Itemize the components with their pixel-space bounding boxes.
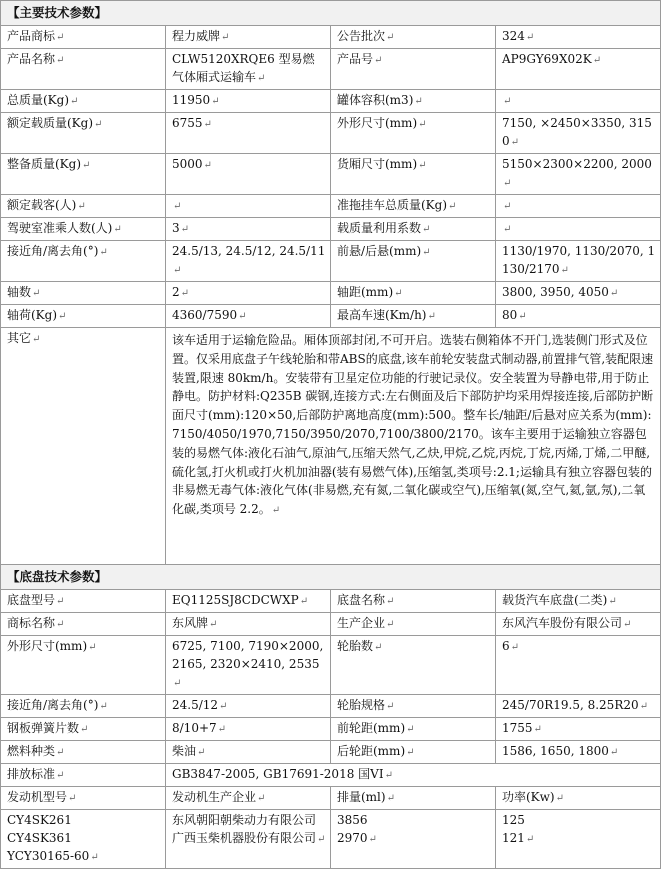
spec-value: 24.5/13, 24.5/12, 24.5/11↵ bbox=[166, 241, 331, 282]
chassis-value: 东风牌↵ bbox=[166, 613, 331, 636]
chassis-row bbox=[1, 741, 661, 764]
paragraph-mark-icon: ↵ bbox=[88, 642, 97, 653]
engine-makers: 东风朝阳朝柴动力有限公司 广西玉柴机器股份有限公司↵ bbox=[166, 810, 331, 869]
engine-data-row bbox=[1, 810, 661, 869]
spec-label: 整备质量(Kg)↵ bbox=[1, 154, 166, 195]
chassis-value: 8/10+7↵ bbox=[166, 718, 331, 741]
paragraph-mark-icon: ↵ bbox=[173, 265, 182, 276]
paragraph-mark-icon: ↵ bbox=[503, 96, 512, 107]
paragraph-mark-icon: ↵ bbox=[90, 852, 99, 863]
paragraph-mark-icon: ↵ bbox=[180, 288, 190, 299]
spec-label: 罐体容积(m3)↵ bbox=[331, 90, 496, 113]
engine-displacement-header: 排量(ml)↵ bbox=[331, 787, 496, 810]
spec-row bbox=[1, 113, 661, 154]
spec-row bbox=[1, 305, 661, 328]
spec-row bbox=[1, 90, 661, 113]
chassis-value: 6725, 7100, 7190×2000, 2165, 2320×2410, 2535↵ bbox=[166, 636, 331, 695]
paragraph-mark-icon: ↵ bbox=[209, 619, 218, 630]
paragraph-mark-icon: ↵ bbox=[609, 747, 619, 758]
paragraph-mark-icon: ↵ bbox=[173, 201, 182, 212]
paragraph-mark-icon: ↵ bbox=[203, 119, 212, 130]
spec-row bbox=[1, 282, 661, 305]
chassis-section-title: 【底盘技术参数】 bbox=[1, 565, 661, 590]
paragraph-mark-icon: ↵ bbox=[639, 701, 649, 712]
spec-row bbox=[1, 218, 661, 241]
paragraph-mark-icon: ↵ bbox=[386, 793, 395, 804]
paragraph-mark-icon: ↵ bbox=[99, 247, 108, 258]
engine-power: 125 121↵ bbox=[496, 810, 661, 869]
paragraph-mark-icon: ↵ bbox=[623, 619, 632, 630]
chassis-label: 轮胎数↵ bbox=[331, 636, 496, 695]
paragraph-mark-icon: ↵ bbox=[113, 224, 122, 235]
paragraph-mark-icon: ↵ bbox=[503, 201, 512, 212]
spec-label: 产品号↵ bbox=[331, 49, 496, 90]
paragraph-mark-icon: ↵ bbox=[418, 160, 427, 171]
chassis-label: 底盘名称↵ bbox=[331, 590, 496, 613]
spec-value bbox=[166, 195, 331, 218]
paragraph-mark-icon: ↵ bbox=[503, 178, 512, 189]
paragraph-mark-icon: ↵ bbox=[99, 701, 108, 712]
paragraph-mark-icon: ↵ bbox=[58, 311, 67, 322]
chassis-label: 外形尺寸(mm)↵ bbox=[1, 636, 166, 695]
paragraph-mark-icon: ↵ bbox=[82, 160, 91, 171]
paragraph-mark-icon: ↵ bbox=[592, 55, 602, 66]
spec-label: 额定载质量(Kg)↵ bbox=[1, 113, 166, 154]
paragraph-mark-icon: ↵ bbox=[422, 247, 431, 258]
chassis-row bbox=[1, 636, 661, 695]
spec-value: 2↵ bbox=[166, 282, 331, 305]
paragraph-mark-icon: ↵ bbox=[418, 119, 427, 130]
paragraph-mark-icon: ↵ bbox=[173, 678, 182, 689]
spec-label: 载质量利用系数↵ bbox=[331, 218, 496, 241]
paragraph-mark-icon: ↵ bbox=[271, 505, 281, 517]
paragraph-mark-icon: ↵ bbox=[221, 32, 230, 43]
spec-value: 4360/7590↵ bbox=[166, 305, 331, 328]
paragraph-mark-icon: ↵ bbox=[386, 701, 395, 712]
chassis-label: 钢板弹簧片数↵ bbox=[1, 718, 166, 741]
paragraph-mark-icon: ↵ bbox=[386, 32, 395, 43]
chassis-value: 24.5/12↵ bbox=[166, 695, 331, 718]
spec-label: 前悬/后悬(mm)↵ bbox=[331, 241, 496, 282]
chassis-label: 轮胎规格↵ bbox=[331, 695, 496, 718]
spec-label: 总质量(Kg)↵ bbox=[1, 90, 166, 113]
paragraph-mark-icon: ↵ bbox=[406, 747, 415, 758]
spec-label: 接近角/离去角(°)↵ bbox=[1, 241, 166, 282]
main-section-title: 【主要技术参数】 bbox=[1, 1, 661, 26]
engine-header-row bbox=[1, 787, 661, 810]
paragraph-mark-icon: ↵ bbox=[609, 288, 619, 299]
paragraph-mark-icon: ↵ bbox=[608, 596, 617, 607]
spec-label: 准拖挂车总质量(Kg)↵ bbox=[331, 195, 496, 218]
spec-label: 外形尺寸(mm)↵ bbox=[331, 113, 496, 154]
spec-value: 5150×2300×2200, 2000↵ bbox=[496, 154, 661, 195]
paragraph-mark-icon: ↵ bbox=[510, 137, 520, 148]
spec-value bbox=[496, 195, 661, 218]
paragraph-mark-icon: ↵ bbox=[56, 55, 65, 66]
paragraph-mark-icon: ↵ bbox=[374, 55, 383, 66]
spec-value: 1130/1970, 1130/2070, 1130/2170↵ bbox=[496, 241, 661, 282]
paragraph-mark-icon: ↵ bbox=[32, 288, 41, 299]
chassis-section-header bbox=[1, 565, 661, 590]
paragraph-mark-icon: ↵ bbox=[299, 596, 309, 607]
paragraph-mark-icon: ↵ bbox=[368, 834, 377, 845]
chassis-label: 前轮距(mm)↵ bbox=[331, 718, 496, 741]
paragraph-mark-icon: ↵ bbox=[217, 724, 227, 735]
chassis-label: 商标名称↵ bbox=[1, 613, 166, 636]
paragraph-mark-icon: ↵ bbox=[427, 311, 436, 322]
chassis-row bbox=[1, 718, 661, 741]
chassis-label: 底盘型号↵ bbox=[1, 590, 166, 613]
chassis-value: 载货汽车底盘(二类)↵ bbox=[496, 590, 661, 613]
spec-value: 3↵ bbox=[166, 218, 331, 241]
spec-label: 公告批次↵ bbox=[331, 26, 496, 49]
spec-label: 轴荷(Kg)↵ bbox=[1, 305, 166, 328]
spec-label: 货厢尺寸(mm)↵ bbox=[331, 154, 496, 195]
chassis-row bbox=[1, 695, 661, 718]
paragraph-mark-icon: ↵ bbox=[422, 224, 431, 235]
paragraph-mark-icon: ↵ bbox=[414, 96, 423, 107]
paragraph-mark-icon: ↵ bbox=[197, 747, 206, 758]
paragraph-mark-icon: ↵ bbox=[503, 224, 512, 235]
spec-row bbox=[1, 49, 661, 90]
chassis-row bbox=[1, 613, 661, 636]
spec-value: 3800, 3950, 4050↵ bbox=[496, 282, 661, 305]
chassis-value: 6↵ bbox=[496, 636, 661, 695]
spec-value bbox=[496, 90, 661, 113]
spec-label: 轴数↵ bbox=[1, 282, 166, 305]
paragraph-mark-icon: ↵ bbox=[394, 288, 403, 299]
paragraph-mark-icon: ↵ bbox=[560, 265, 569, 276]
paragraph-mark-icon: ↵ bbox=[56, 619, 65, 630]
engine-displacement: 3856 2970↵ bbox=[331, 810, 496, 869]
paragraph-mark-icon: ↵ bbox=[518, 311, 527, 322]
other-notes-text: 该车适用于运输危险品。厢体顶部封闭,不可开启。选装右侧箱体不开门,选装侧门形式及位置。仅采用底盘子午线轮胎和带ABS的底盘,该车前轮安装盘式制动器,前置排气管,装配限速装置,限速 80km/h。安装带有卫星定位功能的行驶记录仪。安全装置为导静电带,用于防止静电。防护材料:Q235B 碳钢,连接方式:左右侧面及后下部防护均采用焊接连接,后部防护断面尺寸(mm):120×50,后部防护离地高度(mm):500。整车长/轴距/后悬对应关系为(mm):7150/4050/1970,7150/3950/2070,7100/3800/2170。该车主要用于运输独立容器包装的易燃气体:液化石油气,原油气,压缩天然气,乙炔,甲烷,乙烷,丙烷,丁烷,丙烯,丁烯,二甲醚,硫化氢,打火机或打火机加油器(装有易燃气体),压缩氢,类项号:2.1;运输具有独立容器包装的非易燃无毒气体:液化气体(非易燃,充有氮,二氧化碳或空气),压缩氧(氮,空气,氦,氩,氖),二氧化碳,类项号 2.2。↵ bbox=[166, 328, 661, 565]
emission-row bbox=[1, 764, 661, 787]
chassis-label: 接近角/离去角(°)↵ bbox=[1, 695, 166, 718]
chassis-value: 1586, 1650, 1800↵ bbox=[496, 741, 661, 764]
main-section-header bbox=[1, 1, 661, 26]
spec-label: 额定载客(人)↵ bbox=[1, 195, 166, 218]
paragraph-mark-icon: ↵ bbox=[386, 619, 395, 630]
paragraph-mark-icon: ↵ bbox=[203, 160, 212, 171]
paragraph-mark-icon: ↵ bbox=[555, 793, 564, 804]
paragraph-mark-icon: ↵ bbox=[56, 32, 65, 43]
spec-value bbox=[496, 218, 661, 241]
spec-value: 5000↵ bbox=[166, 154, 331, 195]
paragraph-mark-icon: ↵ bbox=[374, 642, 383, 653]
paragraph-mark-icon: ↵ bbox=[77, 201, 86, 212]
spec-value: AP9GY69X02K↵ bbox=[496, 49, 661, 90]
paragraph-mark-icon: ↵ bbox=[257, 73, 266, 84]
chassis-value: 东风汽车股份有限公司↵ bbox=[496, 613, 661, 636]
spec-label: 最高车速(Km/h)↵ bbox=[331, 305, 496, 328]
paragraph-mark-icon: ↵ bbox=[406, 724, 415, 735]
paragraph-mark-icon: ↵ bbox=[94, 119, 103, 130]
paragraph-mark-icon: ↵ bbox=[525, 834, 535, 845]
paragraph-mark-icon: ↵ bbox=[56, 770, 65, 781]
spec-value: 7150, ×2450×3350, 3150↵ bbox=[496, 113, 661, 154]
chassis-value: 245/70R19.5, 8.25R20↵ bbox=[496, 695, 661, 718]
spec-value: CLW5120XRQE6 型易燃气体厢式运输车↵ bbox=[166, 49, 331, 90]
emission-value: GB3847-2005, GB17691-2018 国VI↵ bbox=[166, 764, 661, 787]
chassis-label: 后轮距(mm)↵ bbox=[331, 741, 496, 764]
paragraph-mark-icon: ↵ bbox=[56, 747, 65, 758]
paragraph-mark-icon: ↵ bbox=[238, 311, 247, 322]
paragraph-mark-icon: ↵ bbox=[219, 701, 228, 712]
chassis-value: EQ1125SJ8CDCWXP↵ bbox=[166, 590, 331, 613]
chassis-label: 生产企业↵ bbox=[331, 613, 496, 636]
paragraph-mark-icon: ↵ bbox=[80, 724, 89, 735]
paragraph-mark-icon: ↵ bbox=[180, 224, 190, 235]
paragraph-mark-icon: ↵ bbox=[32, 334, 41, 345]
paragraph-mark-icon: ↵ bbox=[70, 96, 79, 107]
spec-value: 6755↵ bbox=[166, 113, 331, 154]
spec-row bbox=[1, 241, 661, 282]
paragraph-mark-icon: ↵ bbox=[68, 793, 77, 804]
chassis-row bbox=[1, 590, 661, 613]
engine-power-header: 功率(Kw)↵ bbox=[496, 787, 661, 810]
paragraph-mark-icon: ↵ bbox=[211, 96, 220, 107]
other-notes-row bbox=[1, 328, 661, 565]
spec-value: 11950↵ bbox=[166, 90, 331, 113]
other-notes-label: 其它↵ bbox=[1, 328, 166, 565]
chassis-label: 燃料种类↵ bbox=[1, 741, 166, 764]
paragraph-mark-icon: ↵ bbox=[533, 724, 542, 735]
spec-value: 324↵ bbox=[496, 26, 661, 49]
paragraph-mark-icon: ↵ bbox=[386, 596, 395, 607]
spec-value: 80↵ bbox=[496, 305, 661, 328]
paragraph-mark-icon: ↵ bbox=[257, 793, 266, 804]
spec-label: 产品商标↵ bbox=[1, 26, 166, 49]
chassis-value: 柴油↵ bbox=[166, 741, 331, 764]
paragraph-mark-icon: ↵ bbox=[317, 834, 326, 845]
engine-models: CY4SK261 CY4SK361 YCY30165-60↵ bbox=[1, 810, 166, 869]
paragraph-mark-icon: ↵ bbox=[384, 770, 393, 781]
spec-label: 产品名称↵ bbox=[1, 49, 166, 90]
paragraph-mark-icon: ↵ bbox=[56, 596, 65, 607]
engine-maker-header: 发动机生产企业↵ bbox=[166, 787, 331, 810]
chassis-value: 1755↵ bbox=[496, 718, 661, 741]
spec-value: 程力威牌↵ bbox=[166, 26, 331, 49]
spec-label: 轴距(mm)↵ bbox=[331, 282, 496, 305]
emission-label: 排放标准↵ bbox=[1, 764, 166, 787]
paragraph-mark-icon: ↵ bbox=[510, 642, 520, 653]
spec-row bbox=[1, 154, 661, 195]
paragraph-mark-icon: ↵ bbox=[448, 201, 457, 212]
engine-model-header: 发动机型号↵ bbox=[1, 787, 166, 810]
spec-label: 驾驶室准乘人数(人)↵ bbox=[1, 218, 166, 241]
paragraph-mark-icon: ↵ bbox=[525, 32, 535, 43]
spec-row bbox=[1, 26, 661, 49]
spec-row bbox=[1, 195, 661, 218]
